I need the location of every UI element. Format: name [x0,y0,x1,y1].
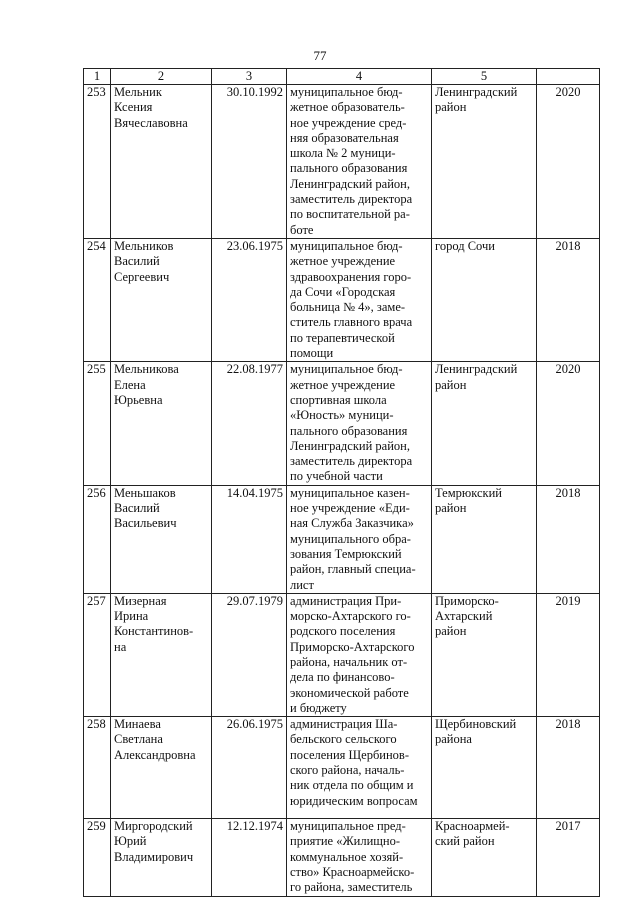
registry-table [83,68,600,897]
region-line: Приморско- [435,593,499,608]
organization-position-line: здравоохранения горо- [290,269,412,284]
region-line: район [435,624,467,639]
organization-position-line: родского поселения [290,624,396,639]
person-name-line: Меньшаков [114,485,176,500]
year: 2020 [537,85,600,239]
organization-position-line: по учебной части [290,469,383,484]
person-name-line: Владимирович [114,849,194,864]
year: 2018 [537,485,600,593]
organization-position-line: муниципальное казен- [290,485,410,500]
row-number: 255 [84,362,111,485]
table-row [84,485,600,593]
person-name [111,485,212,593]
organization-position-line: ского района, началь- [290,763,405,778]
person-name [111,85,212,239]
person-name-line: на [114,639,127,654]
table-row [84,593,600,716]
header-row [84,69,600,85]
region-line: район [435,100,467,115]
organization-position-line: ное учреждение сред- [290,115,407,130]
person-name-line: Вячеславовна [114,115,188,130]
person-name-line: Сергеевич [114,269,170,284]
organization-position-line: больница № 4», заме- [290,300,406,315]
region-line: Ахтарский [435,609,493,624]
organization-position-line: няя образовательная [290,130,399,145]
birth-date: 29.07.1979 [212,593,287,716]
organization-position-line: боте [290,222,314,237]
person-name-line: Мельникова [114,362,179,377]
region-line: район [435,377,467,392]
birth-date: 26.06.1975 [212,717,287,819]
header-col-3: 3 [212,69,287,85]
person-name-line: Юрьевна [114,392,163,407]
person-name [111,238,212,361]
region-line: Темрюкский [435,485,502,500]
person-name-line: Василий [114,501,160,516]
organization-position-line: пального образования [290,423,408,438]
table-row [84,85,600,239]
organization-position-line: ник отдела по общим и [290,778,414,793]
organization-position-line: заместитель директора [290,454,413,469]
organization-position-line: жетное учреждение [290,377,396,392]
person-name [111,819,212,896]
organization-position [287,362,432,485]
region-line: Щербиновский [435,717,517,732]
organization-position-line: школа № 2 муници- [290,146,396,161]
person-name [111,362,212,485]
birth-date: 14.04.1975 [212,485,287,593]
organization-position-line: спортивная школа [290,392,387,407]
table-header [84,69,600,85]
person-name-line: Елена [114,377,146,392]
region-line: район [435,501,467,516]
region-line: Красноармей- [435,819,510,834]
region [432,238,537,361]
region-line: город Сочи [435,238,495,253]
header-col-6 [537,69,600,85]
birth-date: 22.08.1977 [212,362,287,485]
region-line: Ленинградский [435,362,518,377]
organization-position [287,485,432,593]
organization-position [287,819,432,896]
organization-position-line: администрация При- [290,593,402,608]
organization-position-line: муниципальное бюд- [290,362,403,377]
person-name-line: Василий [114,254,160,269]
organization-position-line: муниципальное бюд- [290,238,403,253]
table-row [84,819,600,896]
header-col-1: 1 [84,69,111,85]
person-name-line: Александровна [114,747,196,762]
organization-position [287,717,432,819]
birth-date: 12.12.1974 [212,819,287,896]
organization-position-line: ститель главного врача [290,315,413,330]
birth-date: 30.10.1992 [212,85,287,239]
organization-position-line: жетное образователь- [290,100,405,115]
year: 2020 [537,362,600,485]
organization-position-line: ство» Красноармейско- [290,865,415,880]
person-name-line: Мельников [114,238,174,253]
region [432,717,537,819]
organization-position-line: морско-Ахтарского го- [290,609,411,624]
organization-position-line: администрация Ша- [290,717,398,732]
organization-position-line: дела по финансово- [290,670,395,685]
header-col-5: 5 [432,69,537,85]
person-name-line: Юрий [114,834,147,849]
person-name-line: Мельник [114,85,162,99]
organization-position-line: лист [290,577,314,592]
organization-position-line: района, начальник от- [290,654,408,669]
page-number: 77 [313,48,327,63]
row-number: 256 [84,485,111,593]
region [432,362,537,485]
organization-position [287,85,432,239]
organization-position-line: экономической работе [290,685,409,700]
organization-position [287,593,432,716]
table-body [84,85,600,897]
organization-position-line: зования Темрюкский [290,546,402,561]
year: 2019 [537,593,600,716]
organization-position-line: муниципального обра- [290,531,411,546]
organization-position-line: и бюджету [290,700,347,715]
year: 2018 [537,238,600,361]
year: 2018 [537,717,600,819]
organization-position-line: приятие «Жилищно- [290,834,400,849]
organization-position-line: юридическим вопросам [290,793,418,808]
region [432,819,537,896]
organization-position-line: по воспитательной ра- [290,207,410,222]
organization-position-line: район, главный специа- [290,562,416,577]
organization-position-line: муниципальное пред- [290,819,406,834]
row-number: 259 [84,819,111,896]
organization-position-line: жетное учреждение [290,254,396,269]
region [432,85,537,239]
table-row [84,362,600,485]
person-name-line: Ирина [114,609,149,624]
person-name-line: Васильевич [114,516,177,531]
organization-position-line: заместитель директора [290,192,413,207]
organization-position-line: ная Служба Заказчика» [290,516,414,531]
organization-position-line: помощи [290,346,334,361]
birth-date: 23.06.1975 [212,238,287,361]
row-number: 253 [84,85,111,239]
organization-position-line: по терапевтической [290,330,395,345]
person-name-line: Мизерная [114,593,167,608]
person-name-line: Минаева [114,717,161,732]
organization-position-line: пального образования [290,161,408,176]
year: 2017 [537,819,600,896]
table-row [84,717,600,819]
row-number: 258 [84,717,111,819]
person-name-line: Ксения [114,100,153,115]
organization-position [287,238,432,361]
region-line: ский район [435,834,495,849]
organization-position-line: Приморско-Ахтарского [290,639,415,654]
person-name [111,717,212,819]
organization-position-line: ное учреждение «Еди- [290,501,410,516]
row-number: 257 [84,593,111,716]
organization-position-line: коммунальное хозяй- [290,849,404,864]
organization-position-line: поселения Щербинов- [290,747,410,762]
person-name-line: Константинов- [114,624,194,639]
organization-position-line: «Юность» муници- [290,408,394,423]
organization-position-line: го района, заместитель [290,880,413,895]
person-name-line: Миргородский [114,819,193,834]
region [432,593,537,716]
region [432,485,537,593]
organization-position-line: муниципальное бюд- [290,85,403,99]
region-line: района [435,732,472,747]
organization-position-line: Ленинградский район, [290,176,410,191]
organization-position-line: Ленинградский район, [290,438,410,453]
row-number: 254 [84,238,111,361]
organization-position-line: бельского сельского [290,732,397,747]
person-name-line: Светлана [114,732,163,747]
organization-position-line: да Сочи «Городская [290,284,396,299]
person-name [111,593,212,716]
table-row [84,238,600,361]
header-col-2: 2 [111,69,212,85]
region-line: Ленинградский [435,85,518,99]
header-col-4: 4 [287,69,432,85]
